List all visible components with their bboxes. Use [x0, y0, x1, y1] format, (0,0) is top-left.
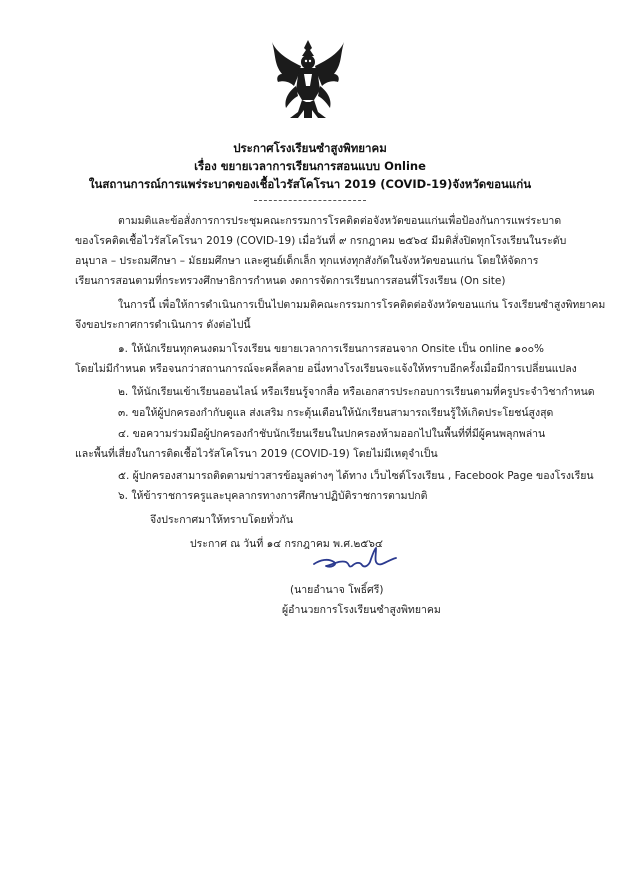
list-item-1: ๑. ให้นักเรียนทุกคนงดมาโรงเรียน ขยายเวลาการเรียนการสอนจาก Onsite เป็น online ๑๐๐%	[118, 343, 545, 355]
intro-line-1: ตามมติและข้อสั่งการการประชุมคณะกรรมการโรคติดต่อจังหวัดขอนแก่นเพื่อป้องกันการแพร่ระบาด	[118, 215, 562, 227]
signer-title: ผู้อำนวยการโรงเรียนซำสูงพิทยาคม	[282, 604, 441, 616]
intro-line-3: อนุบาล – ประถมศึกษา – มัธยมศึกษา และศูนย์เด็กเล็ก ทุกแห่งทุกสังกัดในจังหวัดขอนแก่น โดยให้จัดการ	[75, 255, 539, 267]
announcement-title: ประกาศโรงเรียนซำสูงพิทยาคม	[233, 141, 387, 155]
header-divider	[254, 200, 366, 201]
list-item-1-cont: โดยไม่มีกำหนด หรือจนกว่าสถานการณ์จะคลี่คลาย อนึ่งทางโรงเรียนจะแจ้งให้ทราบอีกครั้งเมื่อมีการเปลี่ยนแปลง	[75, 363, 577, 375]
para2-line-1: ในการนี้ เพื่อให้การดำเนินการเป็นไปตามมติคณะกรรมการโรคติดต่อจังหวัดขอนแก่น โรงเรียนซำสูงพิทยาคม	[118, 299, 606, 311]
list-item-5: ๕. ผู้ปกครองสามารถติดตามข่าวสารข้อมูลต่างๆ ได้ทาง เว็บไซต์โรงเรียน , Facebook Page ของโรงเรียน	[118, 470, 594, 482]
intro-line-4: เรียนการสอนตามที่กระทรวงศึกษาธิการกำหนด งดการจัดการเรียนการสอนที่โรงเรียน (On site)	[75, 275, 506, 287]
para2-line-2: จึงขอประกาศการดำเนินการ ดังต่อไปนี้	[75, 319, 251, 331]
announcement-subject: เรื่อง ขยายเวลาการเรียนการสอนแบบ Online	[194, 159, 426, 173]
announcement-context: ในสถานการณ์การแพร่ระบาดของเชื้อไวรัสโคโรนา 2019 (COVID-19)จังหวัดขอนแก่น	[88, 177, 532, 191]
intro-line-2: ของโรคติดเชื้อไวรัสโคโรนา 2019 (COVID-19) เมื่อวันที่ ๙ กรกฎาคม ๒๕๖๔ มีมติสั่งปิดทุกโรงเรียนในระดับ	[75, 235, 567, 247]
list-item-4-cont: และพื้นที่เสี่ยงในการติดเชื้อไวรัสโคโรนา 2019 (COVID-19) โดยไม่มีเหตุจำเป็น	[75, 448, 438, 460]
signer-name: (นายอำนาจ โพธิ์ศรี)	[290, 584, 384, 596]
list-item-3: ๓. ขอให้ผู้ปกครองกำกับดูแล ส่งเสริม กระตุ้นเตือนให้นักเรียนสามารถเรียนรู้ให้เกิดประโยชน์สูงสุด	[118, 407, 554, 419]
list-item-4: ๔. ขอความร่วมมือผู้ปกครองกำชับนักเรียนเรียนในปกครองห้ามออกไปในพื้นที่ที่มีผู้คนพลุกพล่าน	[118, 428, 546, 440]
closing-text: จึงประกาศมาให้ทราบโดยทั่วกัน	[150, 514, 294, 526]
list-item-6: ๖. ให้ข้าราชการครูและบุคลากรทางการศึกษาปฏิบัติราชการตามปกติ	[118, 490, 428, 502]
garuda-emblem-icon	[268, 38, 348, 124]
list-item-2: ๒. ให้นักเรียนเข้าเรียนออนไลน์ หรือเรียนรู้จากสื่อ หรือเอกสารประกอบการเรียนตามที่ครูประจำวิชากำหนด	[118, 386, 595, 398]
announcement-header	[60, 139, 560, 193]
signature-mark	[310, 540, 400, 574]
announcement-date: ประกาศ ณ วันที่ ๑๔ กรกฎาคม พ.ศ.๒๕๖๔	[190, 538, 383, 550]
